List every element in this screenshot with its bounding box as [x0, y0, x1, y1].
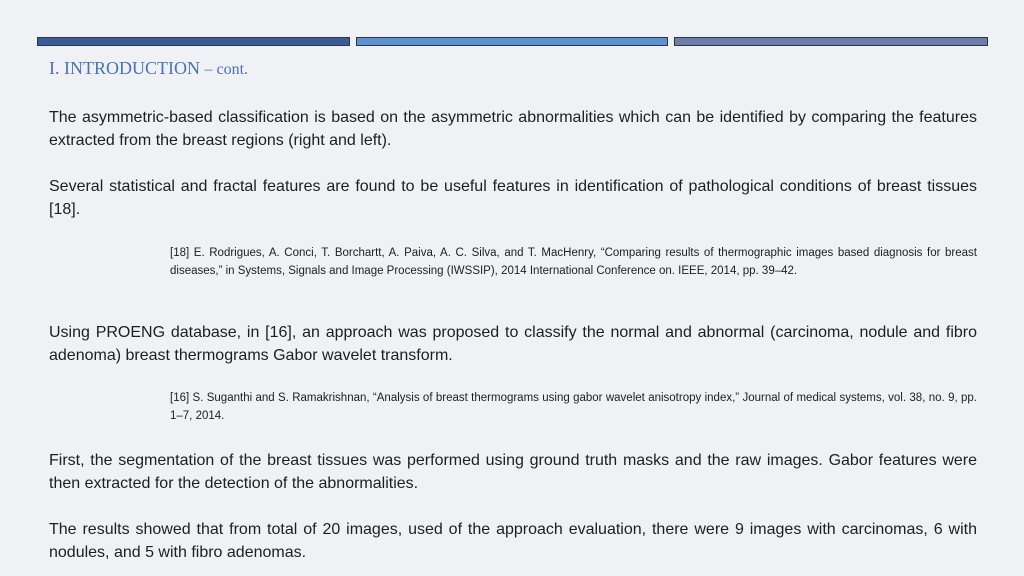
header-bar-dark: [37, 37, 350, 46]
slide-title-main: I. INTRODUCTION: [49, 58, 200, 78]
paragraph-statistical-fractal-features: Several statistical and fractal features are found to be useful features in identification of pathological conditions of breast tissues [18].: [49, 178, 977, 218]
paragraph-segmentation: First, the segmentation of the breast tissues was performed using ground truth masks and the raw images. Gabor features were then extracted for the detection of the abnormalities.: [49, 452, 977, 492]
header-bar-muted: [674, 37, 988, 46]
paragraph-proeng-database: Using PROENG database, in [16], an approach was proposed to classify the normal and abnormal (carcinoma, nodule and fibro adenoma) breast thermograms Gabor wavelet transform.: [49, 324, 977, 364]
reference-16: [16] S. Suganthi and S. Ramakrishnan, “Analysis of breast thermograms using gabor wavelet anisotropy index,” Journal of medical systems, vol. 38, no. 9, pp. 1–7, 2014.: [170, 392, 977, 422]
paragraph-asymmetric-classification: The asymmetric-based classification is based on the asymmetric abnormalities which can be identified by comparing the features extracted from the breast regions (right and left).: [49, 109, 977, 149]
paragraph-results: The results showed that from total of 20 images, used of the approach evaluation, there were 9 images with carcinomas, 6 with nodules, and 5 with fibro adenomas.: [49, 521, 977, 561]
header-bar-light: [356, 37, 668, 46]
reference-18: [18] E. Rodrigues, A. Conci, T. Borchartt, A. Paiva, A. C. Silva, and T. MacHenry, “Comparing results of thermographic images based diagnosis for breast diseases,” in Systems, Signals and Image Processing (IWSSIP), 2014 International Conference on. IEEE, 2014, pp. 39–42.: [170, 247, 977, 277]
slide-title-suffix: – cont.: [204, 61, 249, 78]
slide-title: [49, 58, 248, 79]
